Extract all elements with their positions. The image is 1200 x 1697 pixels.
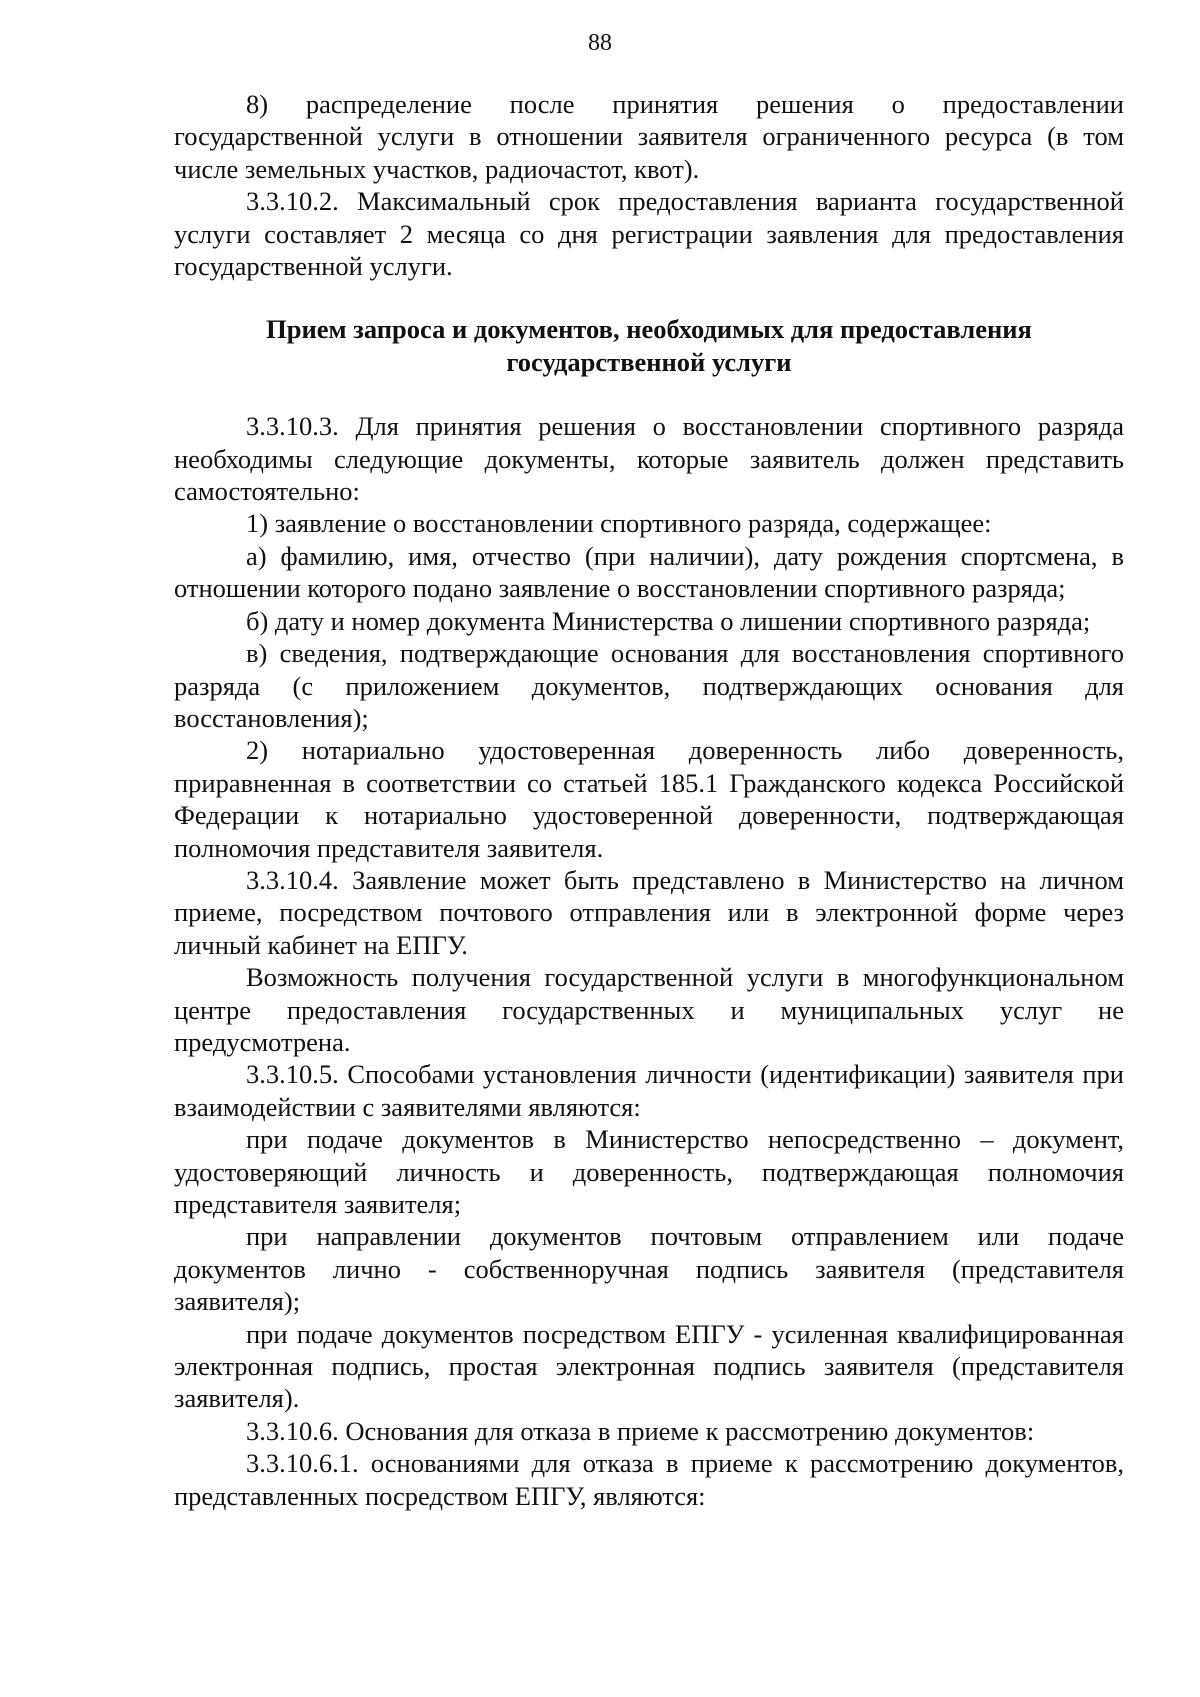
paragraph-3-3-10-2: 3.3.10.2. Максимальный срок предоставления варианта государственной услуги составляет 2 месяца со дня регистрации заявления для предоставления государственной услуги. [174,186,1124,282]
paragraph-postal-submission: при направлении документов почтовым отправлением или подаче документов лично - собственноручная подпись заявителя (представителя заявителя); [174,1221,1124,1317]
paragraph-3-3-10-6-1: 3.3.10.6.1. основаниями для отказа в приеме к рассмотрению документов, представленных посредством ЕПГУ, являются: [174,1448,1124,1511]
paragraph-epgu-submission: при подаче документов посредством ЕПГУ - усиленная квалифицированная электронная подпись, простая электронная подпись заявителя (представителя заявителя). [174,1318,1124,1414]
document-body [174,88,1124,1512]
list-item-1-application: 1) заявление о восстановлении спортивного разряда, содержащее: [246,508,992,539]
paragraph-3-3-10-4: 3.3.10.4. Заявление может быть представлено в Министерство на личном приеме, посредством почтового отправления или в электронной форме через личный кабинет на ЕПГУ. [174,864,1124,960]
page-number: 88 [588,30,612,56]
list-item-b-document-date: б) дату и номер документа Министерства о лишении спортивного разряда; [246,605,1091,636]
paragraph-3-3-10-3: 3.3.10.3. Для принятия решения о восстановлении спортивного разряда необходимы следующие документы, которые заявитель должен представить самостоятельно: [174,411,1124,507]
paragraph-3-3-10-6: 3.3.10.6. Основания для отказа в приеме к рассмотрению документов: [246,1415,1035,1446]
list-item-a-full-name: а) фамилию, имя, отчество (при наличии), дату рождения спортсмена, в отношении которого подано заявление о восстановлении спортивного разряда; [174,540,1124,604]
paragraph-direct-submission: при подаче документов в Министерство непосредственно – документ, удостоверяющий личность и доверенность, подтверждающая полномочия представителя заявителя; [174,1124,1124,1219]
section-heading: Прием запроса и документов, необходимых для предоставления государственной услуги [266,314,1032,377]
list-item-v-grounds: в) сведения, подтверждающие основания для восстановления спортивного разряда (с приложением документов, подтверждающих основания для восстановления); [174,638,1124,733]
paragraph-item-8-distribution: 8) распределение после принятия решения о предоставлении государственной услуги в отношении заявителя ограниченного ресурса (в том числе земельных участков, радиочастот, квот). [174,89,1124,184]
list-item-2-power-of-attorney: 2) нотариально удостоверенная доверенность либо доверенность, приравненная в соответствии со статьей 185.1 Гражданского кодекса Российской Федерации к нотариально удостоверенной доверенности, подтверждающая полномочия представителя заявителя. [174,735,1124,863]
paragraph-mfc-not-provided: Возможность получения государственной услуги в многофункциональном центре предоставления государственных и муниципальных услуг не предусмотрена. [174,962,1124,1057]
paragraph-3-3-10-5: 3.3.10.5. Способами установления личности (идентификации) заявителя при взаимодействии с заявителями являются: [174,1059,1124,1122]
